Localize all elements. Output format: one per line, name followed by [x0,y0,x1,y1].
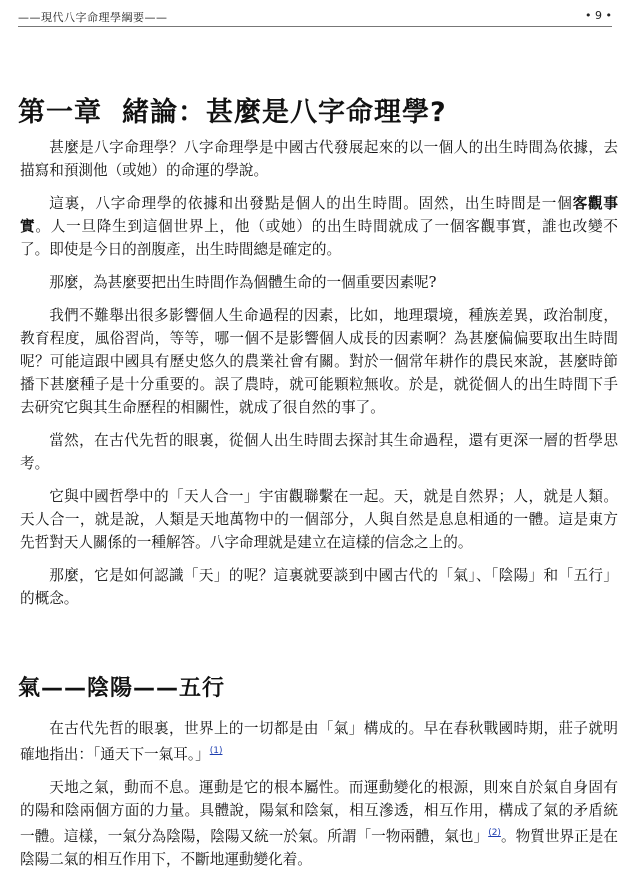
paragraph-text: 那麼，它是如何認識「天」的呢？這裏就要談到中國古代的「氣」、「陰陽」和「五行」的概念。 [20,567,618,607]
page-number: • 9 • [585,9,612,22]
paragraph [20,136,618,182]
section-title: 氣——陰陽——五行 [18,676,226,701]
chapter-number: 第一章 [18,97,102,128]
paragraph-text: 那麼，為甚麼要把出生時間作為個體生命的一個重要因素呢? [49,274,437,291]
paragraph-text: 我們不難舉出很多影響個人生命過程的因素，比如，地理環境，種族差異，政治制度，教育程度，風俗習尚，等等，哪一個不是影響個人成長的因素啊？為甚麼偏偏要取出生時間呢？可能這跟中國具有歷史悠久的農業社會有關。對於一個常年耕作的農民來說，甚麼時節播下甚麼種子是十分重要的。誤了農時，就可能顆粒無收。於是，就從個人的出生時間下手去研究它與其生命歷程的相關性，就成了很自然的事了。 [20,307,618,416]
emphasis-text: 客觀事實 [20,195,618,235]
paragraph [20,776,618,871]
paragraph [20,485,618,554]
paragraph [20,717,618,766]
book-title-header: ——現代八字命理學綱要—— [18,11,168,24]
chapter-title [18,90,447,129]
section-body [20,717,618,881]
paragraph-text: 它與中國哲學中的「天人合一」宇宙觀聯繫在一起。天，就是自然界；人，就是人類。天人合一，就是說，人類是天地萬物中的一個部分，人與自然是息息相通的一體。這是東方先哲對天人關係的一種解答。八字命理就是建立在這樣的信念之上的。 [20,488,618,551]
paragraph [20,564,618,610]
footnote-link[interactable]: (1) [209,746,223,756]
paragraph-text: 。人一旦降生到這個世界上，他（或她）的出生時間就成了一個客觀事實，誰也改變不了。即使是今日的剖腹產，出生時間總是確定的。 [20,218,618,258]
chapter-title-text: 緒論：甚麼是八字命理學? [122,97,447,128]
paragraph-text: 當然，在古代先哲的眼裏，從個人出生時間去探討其生命過程，還有更深一層的哲學思考。 [20,432,618,472]
paragraph-text: 。物質世界正是在陰陽二氣的相互作用下，不斷地運動變化着。 [20,827,618,868]
paragraph [20,192,618,261]
paragraph-text: 天地之氣，動而不息。運動是它的根本屬性。而運動變化的根源，則來自於氣自身固有的陽和陰兩個方面的力量。具體說，陽氣和陰氣，相互滲透，相互作用，構成了氣的矛盾統一體。這樣，一氣分為陰陽，陰陽又統一於氣。所謂「一物兩體，氣也」 [20,778,618,845]
paragraph [20,271,618,294]
paragraph-text: 甚麼是八字命理學？八字命理學是中國古代發展起來的以一個人的出生時間為依據，去描寫和預測他（或她）的命運的學說。 [20,139,618,179]
running-header [18,8,612,27]
chapter-intro-body [20,136,618,620]
paragraph-text: 這裏，八字命理學的依據和出發點是個人的出生時間。固然，出生時間是一個 [49,195,573,212]
footnote-link[interactable]: (2) [488,827,501,838]
paragraph-text: 在古代先哲的眼裏，世界上的一切都是由「氣」構成的。早在春秋戰國時期，莊子就明確地指出：「通天下一氣耳。」 [20,720,618,763]
paragraph [20,429,618,475]
paragraph [20,304,618,419]
